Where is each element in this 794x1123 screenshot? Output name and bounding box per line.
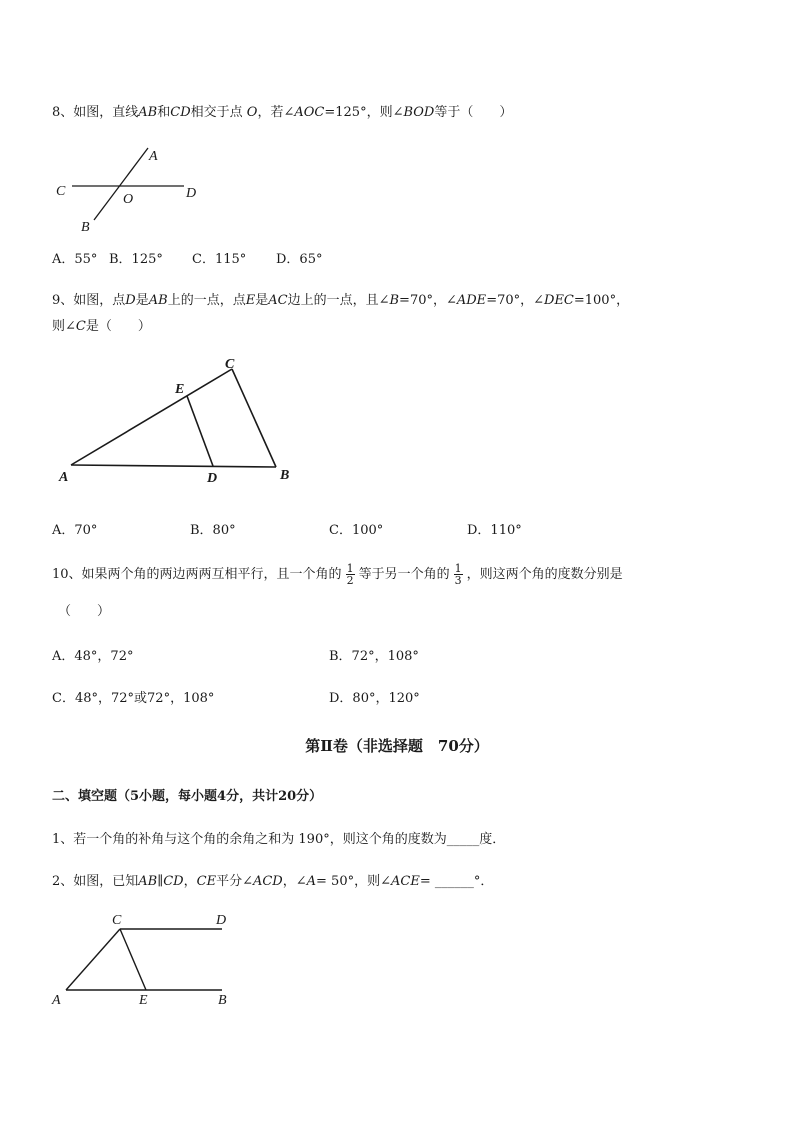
q10-stem-line2: （ ）: [58, 604, 111, 619]
f2-label-e: E: [139, 993, 148, 1008]
section2-title: 二、填空题（5小题，每小题4分，共计20分）: [52, 789, 323, 804]
f2-label-b: B: [218, 993, 227, 1008]
q8-option-d: D．65°: [276, 252, 323, 267]
q9-stem-line2: 则∠C是（ ）: [52, 319, 151, 334]
fill-question-1: 1、若一个角的补角与这个角的余角之和为 190°，则这个角的度数为_____度．: [52, 832, 506, 847]
f2-label-d: D: [216, 913, 227, 928]
q9-label-a: A: [59, 470, 69, 485]
q8-label-o: O: [123, 192, 134, 207]
q9-seg-ed: [187, 396, 213, 466]
q9-option-d: D．110°: [467, 523, 522, 538]
q9-label-e: E: [175, 382, 185, 397]
q10-option-b: B．72°，108°: [329, 649, 419, 664]
q9-label-d: D: [207, 471, 218, 486]
fill-question-2: 2、如图，已知AB∥CD，CE平分∠ACD，∠A= 50°，则∠ACE= ______°．: [52, 874, 494, 889]
q9-seg-cb: [232, 369, 276, 467]
q10-option-d: D．80°，120°: [329, 691, 420, 706]
q9-figure: [58, 355, 308, 485]
q8-stem: 8、如图，直线AB和CD相交于点 O，若∠AOC=125°，则∠BOD等于（ ）: [52, 105, 513, 120]
q8-option-c: C．115°: [192, 252, 247, 267]
q9-stem-line1: 9、如图，点D是AB上的一点，点E是AC边上的一点，且∠B=70°，∠ADE=70°，∠DEC=100°，: [52, 293, 630, 308]
q10-fraction-third: $\frac{1}{3}$: [454, 562, 462, 587]
q8-option-b: B．125°: [109, 252, 163, 267]
q8-line-ab: [94, 148, 148, 220]
q9-label-b: B: [280, 468, 290, 483]
part2-title: 第Ⅱ卷（非选择题 70分）: [305, 737, 489, 755]
f2-seg-ac: [66, 929, 120, 990]
q10-option-c: C．48°，72°或72°，108°: [52, 691, 215, 706]
f2-label-a: A: [52, 993, 61, 1008]
q10-option-a: A．48°，72°: [52, 649, 134, 664]
q9-label-c: C: [225, 357, 235, 372]
q8-figure: [50, 145, 210, 235]
q9-option-b: B．80°: [190, 523, 236, 538]
q8-label-b: B: [81, 220, 90, 235]
q10-stem-line1: 10、如果两个角的两边两两互相平行，且一个角的 $\frac{1}{2}$ 等于另一个角的 $\frac{1}{3}$ ，则这两个角的度数分别是: [52, 562, 623, 587]
q9-option-c: C．100°: [329, 523, 384, 538]
q9-seg-ab: [71, 465, 276, 467]
q8-label-a: A: [149, 149, 158, 164]
q10-fraction-half: $\frac{1}{2}$: [346, 562, 354, 587]
q8-label-c: C: [56, 184, 66, 199]
f2-figure: [50, 910, 250, 1010]
f2-label-c: C: [112, 913, 122, 928]
q8-option-a: A．55°: [52, 252, 98, 267]
f2-seg-ce: [120, 929, 146, 990]
q9-option-a: A．70°: [52, 523, 98, 538]
q8-label-d: D: [186, 186, 197, 201]
